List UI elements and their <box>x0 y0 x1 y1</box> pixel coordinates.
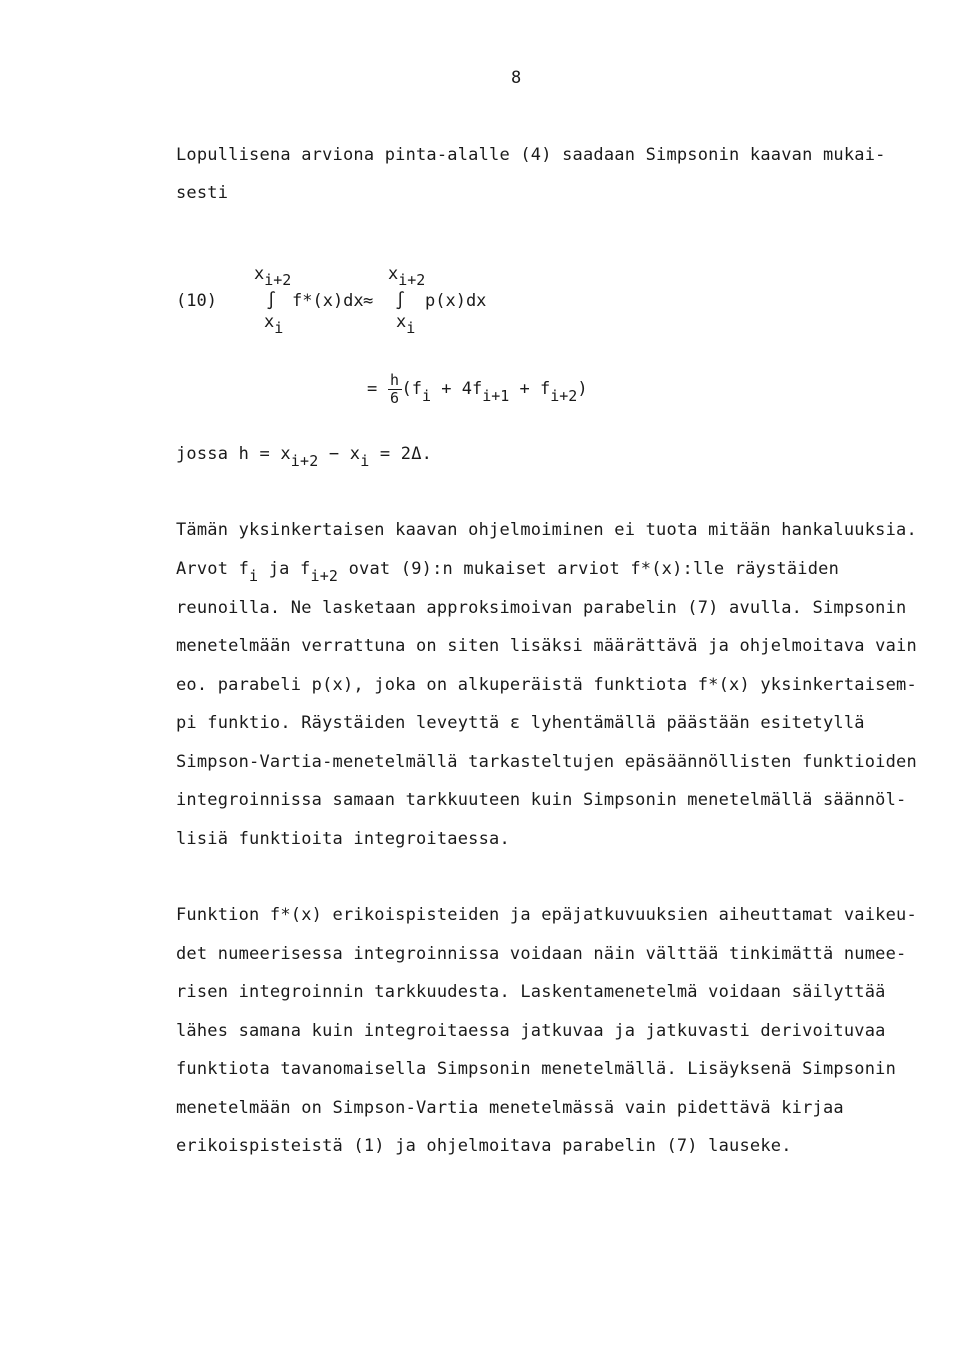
intro-line-1: Lopullisena arviona pinta-alalle (4) saadaan Simpsonin kaavan mukai- <box>176 145 886 165</box>
term3-sub: i+2 <box>550 387 578 405</box>
page-number: 8 <box>511 68 522 88</box>
where-tail: = 2Δ. <box>369 444 433 464</box>
paragraph-1-line-6: pi funktio. Räystäiden leveyttä ε lyhentämällä päästään esitetyllä <box>176 713 865 733</box>
paragraph-1-line-8: integroinnissa samaan tarkkuuteen kuin Simpsonin menetelmällä säännöl- <box>176 790 907 810</box>
integrand-left: f*(x)dx <box>292 291 364 311</box>
paragraph-2-line-6: menetelmään on Simpson-Vartia menetelmässä vain pidettävä kirjaa <box>176 1098 844 1118</box>
equals-sign: = <box>367 379 378 399</box>
close-paren: ) <box>577 379 588 399</box>
where-line <box>176 444 433 470</box>
lower-limit-left <box>264 312 284 337</box>
line2-part-c: ovat (9):n mukaiset arviot f*(x):lle räystäiden <box>338 559 840 579</box>
paragraph-2-line-3: risen integroinnin tarkkuudesta. Laskentamenetelmä voidaan säilyttää <box>176 982 886 1002</box>
lower-limit-var: x <box>264 312 275 332</box>
paragraph-1-line-3: reunoilla. Ne lasketaan approksimoivan parabelin (7) avulla. Simpsonin <box>176 598 907 618</box>
open-term: (f <box>401 379 422 399</box>
paragraph-2-line-1: Funktion f*(x) erikoispisteiden ja epäjatkuvuuksien aiheuttamat vaikeu- <box>176 905 917 925</box>
where-sub-2: i <box>360 452 370 470</box>
upper-limit-right <box>388 264 426 289</box>
upper-limit-var: x <box>388 264 399 284</box>
paragraph-1-line-2 <box>176 559 840 585</box>
term2-sub: i+1 <box>482 387 510 405</box>
equation-label: (10) <box>176 291 217 311</box>
term1-sub: i <box>421 387 432 405</box>
simpson-formula <box>367 372 588 406</box>
paragraph-1-line-4: menetelmään verrattuna on siten lisäksi määrättävä ja ohjelmoitava vain <box>176 636 917 656</box>
paragraph-1-line-9: lisiä funktioita integroitaessa. <box>176 829 510 849</box>
fraction-numerator: h <box>388 372 402 390</box>
where-sub-1: i+2 <box>290 452 319 470</box>
intro-line-2: sesti <box>176 183 229 203</box>
upper-limit-var: x <box>254 264 265 284</box>
line2-part-b: ja f <box>258 559 311 579</box>
paragraph-2-line-5: funktiota tavanomaisella Simpsonin menetelmällä. Lisäyksenä Simpsonin <box>176 1059 897 1079</box>
integral-sign-right: ∫ <box>395 291 406 311</box>
integrand-right: p(x)dx <box>425 291 487 311</box>
lower-limit-sub: i <box>274 319 284 337</box>
fraction-denominator: 6 <box>389 389 400 407</box>
approx-sign: ≈ <box>363 291 374 311</box>
paragraph-2-line-4: lähes samana kuin integroitaessa jatkuvaa ja jatkuvasti derivoituvaa <box>176 1021 886 1041</box>
upper-limit-left <box>254 264 292 289</box>
plus-4f: + 4f <box>431 379 483 399</box>
plus-f: + f <box>509 379 551 399</box>
fraction-h-over-6 <box>388 372 402 406</box>
paragraph-2-line-7: erikoispisteistä (1) ja ohjelmoitava parabelin (7) lauseke. <box>176 1136 792 1156</box>
integral-sign-left: ∫ <box>266 291 277 311</box>
paragraph-1-line-1: Tämän yksinkertaisen kaavan ohjelmoiminen ei tuota mitään hankaluuksia. <box>176 520 917 540</box>
lower-limit-right <box>396 312 416 337</box>
where-lead: jossa h = x <box>176 444 291 464</box>
paragraph-1-line-5: eo. parabeli p(x), joka on alkuperäistä funktiota f*(x) yksinkertaisem- <box>176 675 917 695</box>
where-minus: − x <box>318 444 361 464</box>
upper-limit-sub: i+2 <box>264 271 292 289</box>
line2-sub-1: i <box>249 567 259 585</box>
paragraph-1-line-7: Simpson-Vartia-menetelmällä tarkasteltujen epäsäännöllisten funktioiden <box>176 752 917 772</box>
line2-part-a: Arvot f <box>176 559 250 579</box>
paragraph-2-line-2: det numeerisessa integroinnissa voidaan näin välttää tinkimättä numee- <box>176 944 907 964</box>
lower-limit-var: x <box>396 312 407 332</box>
upper-limit-sub: i+2 <box>398 271 426 289</box>
line2-sub-2: i+2 <box>310 567 339 585</box>
lower-limit-sub: i <box>406 319 416 337</box>
